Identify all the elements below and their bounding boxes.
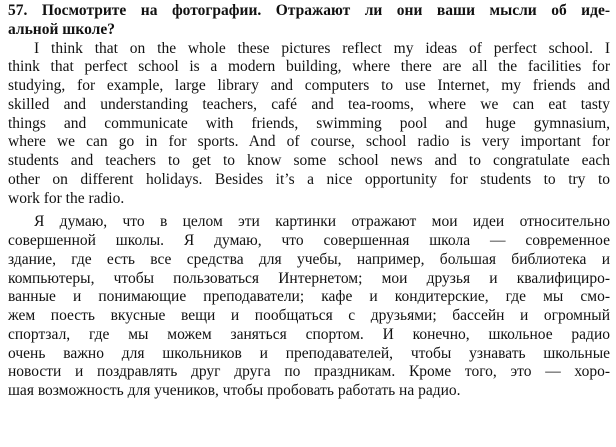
- russian-line: спортзал, где мы можем заняться спортом. И конечно, школьное радио: [8, 325, 610, 343]
- english-line: students and teachers to get to know some school news and to congratulate each: [8, 152, 610, 169]
- english-line: think that perfect school is a modern building, where there are all the facilities for: [8, 58, 610, 76]
- russian-line: шая возможность для учеников, чтобы пробовать работать на радио.: [8, 382, 461, 399]
- russian-line: ванные и понимающие преподаватели; кафе и кондитерские, где мы смо-: [8, 288, 610, 306]
- english-line: work for the radio.: [8, 189, 125, 207]
- english-answer-paragraph: [8, 40, 610, 209]
- russian-line: совершенной школы. Я думаю, что совершенная школа — современное: [8, 232, 610, 249]
- heading-line: 57. Посмотрите на фотографии. Отражают ли они ваши мысли об иде-: [8, 2, 610, 19]
- russian-line: здание, где есть все средства для учебы, например, большая библиотека и: [8, 250, 610, 268]
- english-line: other on different holidays. Besides it’s a nice opportunity for students to try to: [8, 170, 610, 188]
- heading-line: альной школе?: [8, 20, 115, 38]
- textbook-page: [8, 2, 610, 401]
- russian-line: компьютеры, чтобы пользоваться Интернетом; мои друзья и квалифициро-: [8, 269, 610, 287]
- russian-line: Я думаю, что в целом эти картинки отражают мои идеи относительно: [34, 213, 610, 231]
- russian-line: новости и поздравлять друг друга по праздникам. Кроме того, это — хоро-: [8, 363, 610, 381]
- english-line: skilled and understanding teachers, café and tea-rooms, where we can eat tasty: [8, 95, 610, 113]
- english-line: where we can go in for sports. And of course, school radio is very important for: [8, 133, 610, 151]
- russian-line: жем поесть вкусные вещи и пообщаться с друзьями; бассейн и огромный: [8, 307, 610, 324]
- english-line: I think that on the whole these pictures reflect my ideas of perfect school. I: [34, 39, 610, 57]
- russian-translation-paragraph: [8, 213, 610, 401]
- english-line: things and communicate with friends, swimming pool and huge gymnasium,: [8, 114, 610, 132]
- english-line: studying, for example, large library and computers to use Internet, my friends and: [8, 77, 610, 94]
- exercise-heading: [8, 2, 610, 40]
- russian-line: очень важно для школьников и преподавателей, чтобы узнавать школьные: [8, 344, 610, 362]
